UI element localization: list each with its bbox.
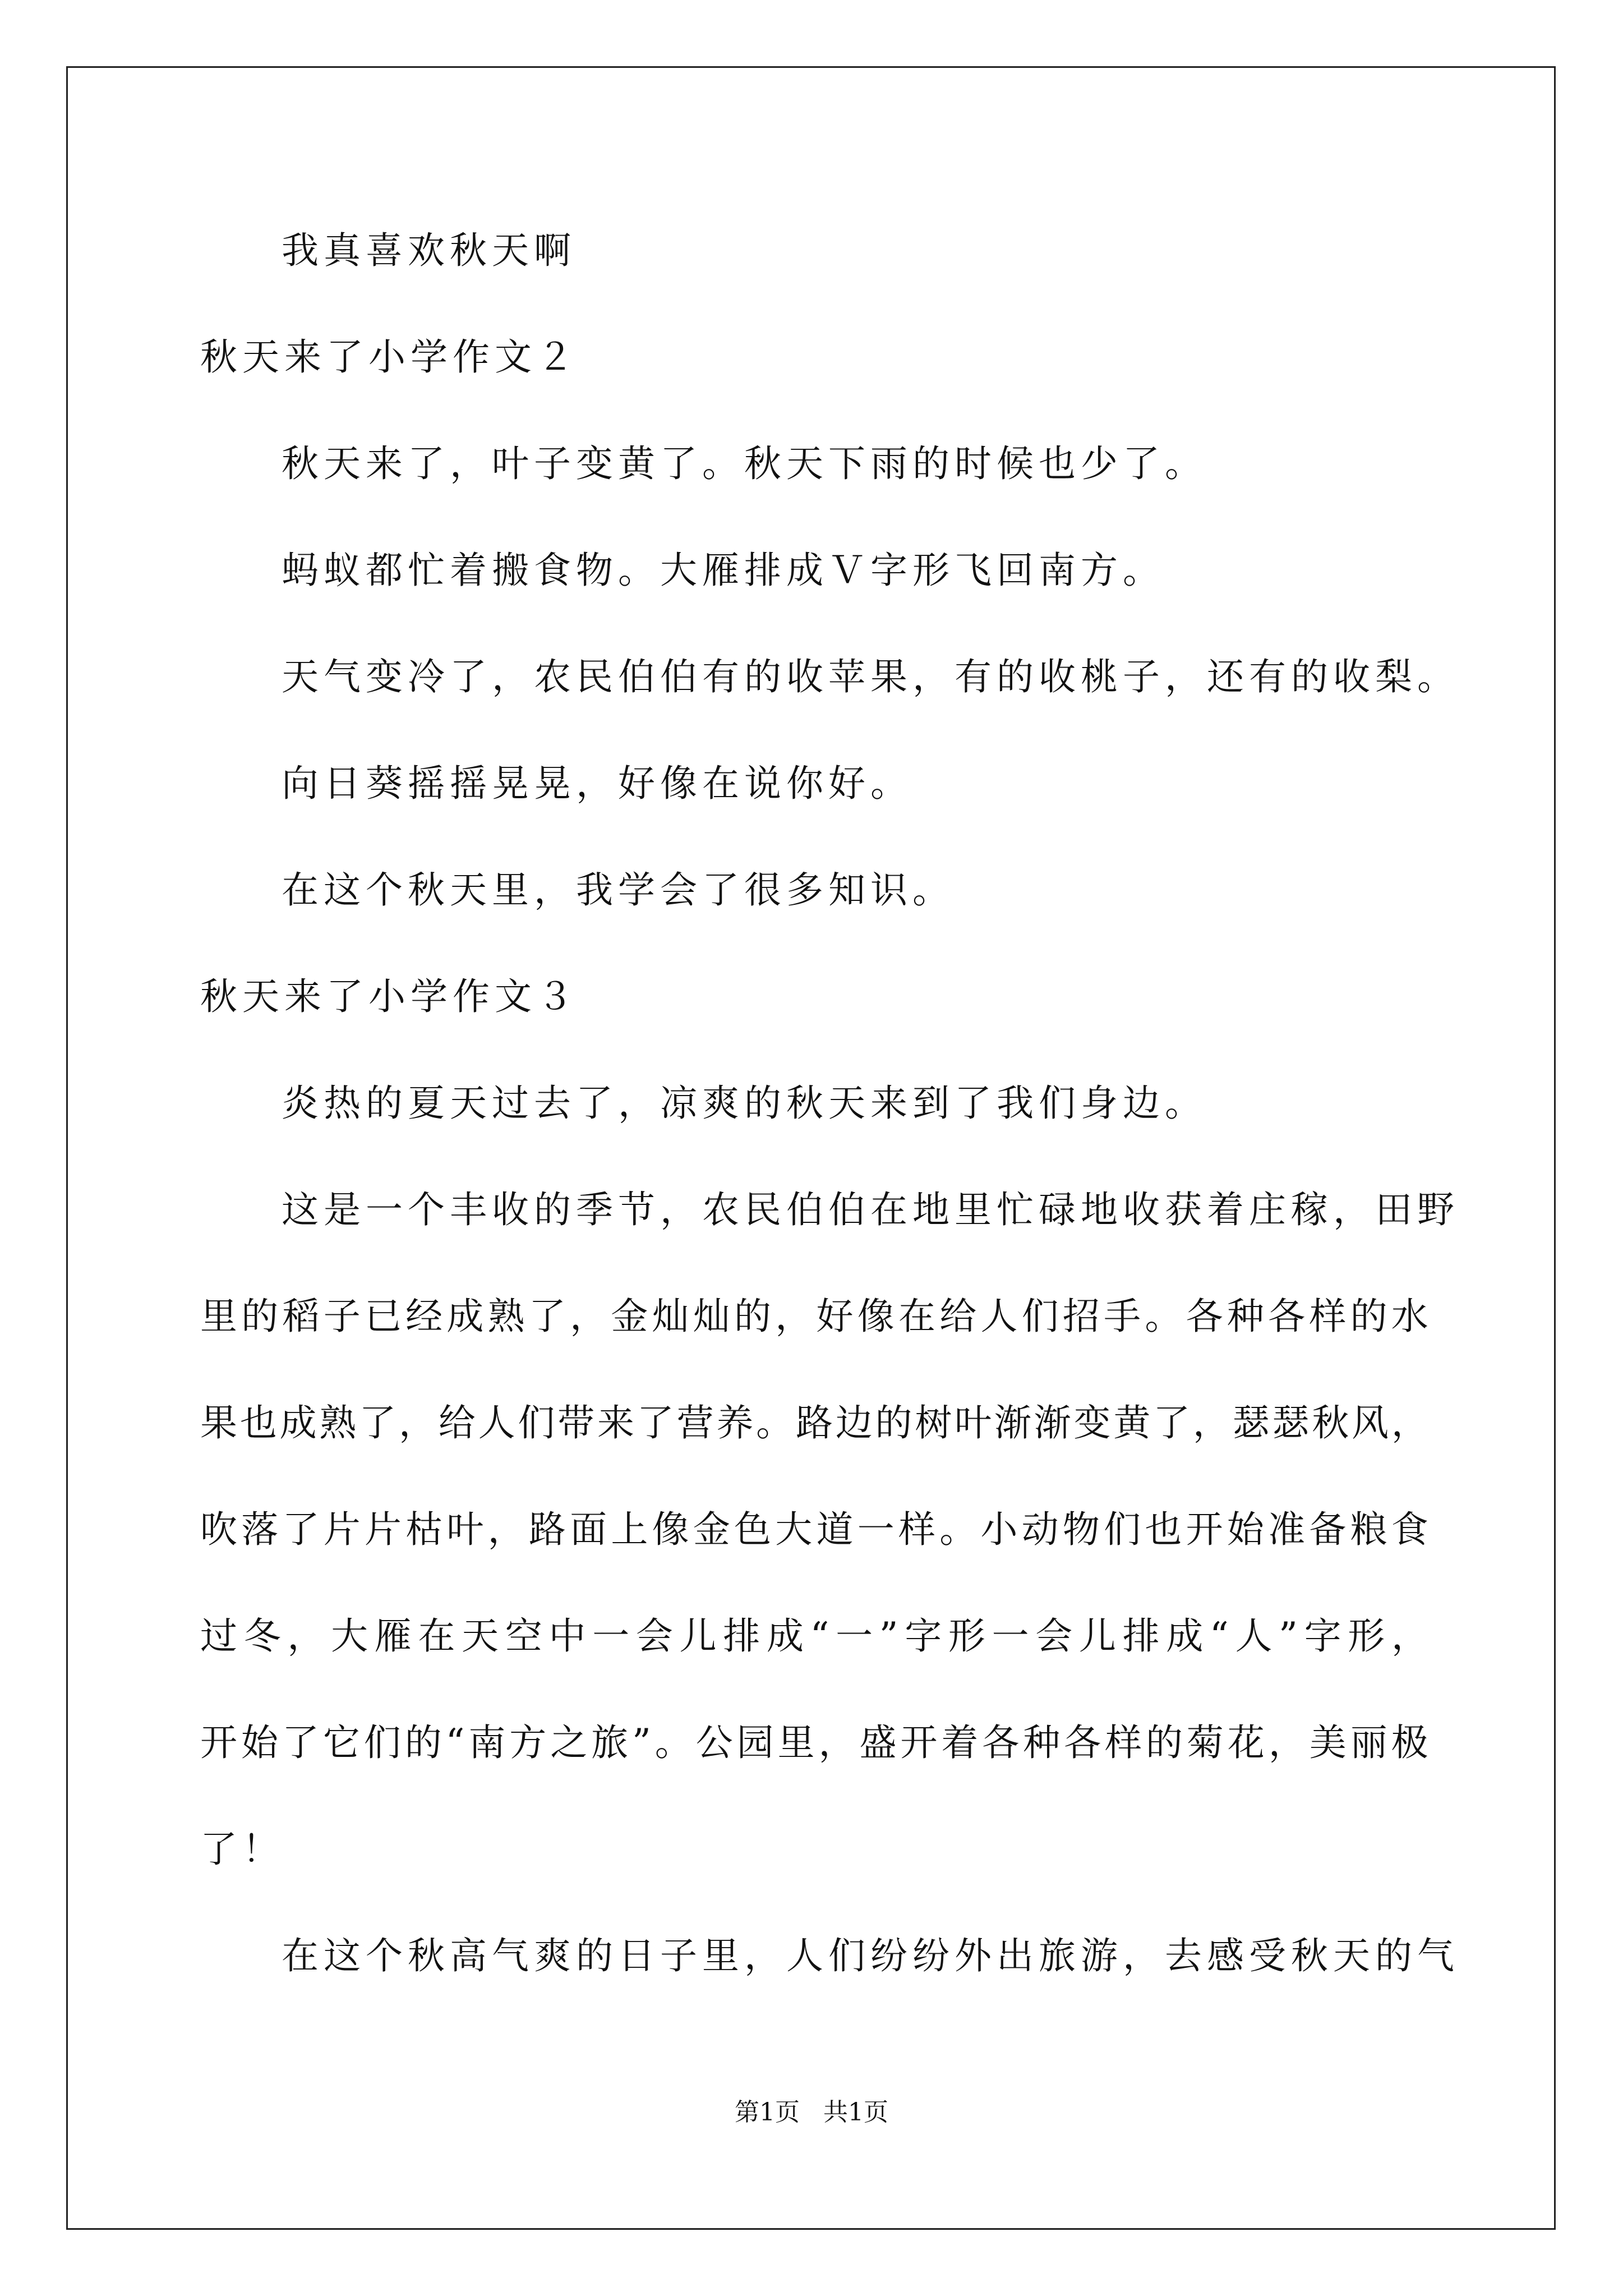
text-glyph: 一 — [592, 1614, 630, 1658]
text-glyph: 瑟 — [1232, 1401, 1270, 1444]
text-glyph: 了 — [637, 1401, 674, 1444]
text-glyph: 边 — [835, 1401, 873, 1444]
text-glyph: 之 — [550, 1721, 588, 1764]
text-glyph: 种 — [1023, 1721, 1061, 1764]
text-glyph: ， — [775, 1295, 813, 1338]
text-glyph: 像 — [857, 1295, 895, 1338]
text-glyph: ， — [1391, 1614, 1428, 1658]
text-glyph: 人 — [1235, 1614, 1272, 1658]
text-glyph: 物 — [1062, 1508, 1100, 1551]
text-glyph: 一 — [992, 1614, 1029, 1658]
text-glyph: 成 — [1166, 1614, 1204, 1658]
text-glyph: 道 — [816, 1508, 854, 1551]
text-glyph: 。 — [939, 1508, 977, 1551]
text-glyph: 公 — [695, 1721, 733, 1764]
text-glyph: 的 — [404, 1721, 442, 1764]
text-glyph: 手 — [1104, 1295, 1141, 1338]
section-heading: 秋天来了小学作文３ — [200, 975, 579, 1018]
text-glyph: 给 — [939, 1295, 977, 1338]
paragraph-line — [200, 1401, 1428, 1446]
text-glyph: 美 — [1309, 1721, 1347, 1764]
text-glyph: 了 — [282, 1508, 320, 1551]
page-footer: 第1页 共1页 — [735, 2098, 888, 2127]
text-glyph: 熟 — [319, 1401, 357, 1444]
text-glyph: 灿 — [693, 1295, 730, 1338]
text-glyph: 的 — [875, 1401, 912, 1444]
text-glyph: 的 — [1146, 1721, 1183, 1764]
text-glyph: 排 — [1122, 1614, 1160, 1658]
text-glyph: 色 — [734, 1508, 772, 1551]
text-glyph: 带 — [557, 1401, 595, 1444]
text-glyph: 叶 — [446, 1508, 484, 1551]
text-glyph: 南 — [468, 1721, 506, 1764]
text-glyph: 果 — [200, 1401, 237, 1444]
text-glyph: ， — [487, 1508, 525, 1551]
text-glyph: 。 — [756, 1401, 794, 1444]
section-heading: 秋天来了小学作文２ — [200, 335, 579, 379]
text-glyph: ， — [1391, 1401, 1428, 1444]
text-glyph: ” — [1279, 1614, 1298, 1658]
text-glyph: 也 — [1145, 1508, 1182, 1551]
text-glyph: 形 — [1348, 1614, 1385, 1658]
text-glyph: 着 — [941, 1721, 979, 1764]
text-glyph: 食 — [1391, 1508, 1428, 1551]
text-glyph: 来 — [597, 1401, 634, 1444]
text-glyph: 的 — [241, 1295, 279, 1338]
text-glyph: 儿 — [679, 1614, 717, 1658]
text-glyph: 样 — [1105, 1721, 1142, 1764]
text-glyph: 们 — [1021, 1295, 1059, 1338]
text-glyph: 空 — [505, 1614, 542, 1658]
paragraph-line — [200, 1720, 1428, 1765]
text-glyph: 方 — [509, 1721, 547, 1764]
paragraph-line — [200, 1507, 1428, 1552]
text-glyph: 路 — [795, 1401, 833, 1444]
text-glyph: 金 — [693, 1508, 730, 1551]
text-glyph: 的 — [734, 1295, 772, 1338]
text-glyph: ， — [1268, 1721, 1306, 1764]
text-glyph: 瑟 — [1272, 1401, 1310, 1444]
text-glyph: 已 — [364, 1295, 402, 1338]
paragraph-line: 炎热的夏天过去了，凉爽的秋天来到了我们身边。 — [282, 1082, 1207, 1125]
text-glyph: 盛 — [859, 1721, 897, 1764]
text-glyph: 各 — [1186, 1295, 1223, 1338]
text-glyph: 备 — [1309, 1508, 1347, 1551]
text-glyph: 字 — [905, 1614, 942, 1658]
text-glyph: 在 — [898, 1295, 935, 1338]
text-glyph: 。 — [654, 1721, 692, 1764]
text-glyph: 子 — [323, 1295, 361, 1338]
text-glyph: 大 — [331, 1614, 368, 1658]
text-glyph: 片 — [323, 1508, 361, 1551]
text-glyph: 养 — [716, 1401, 754, 1444]
text-glyph: 吹 — [200, 1508, 237, 1551]
text-glyph: ， — [818, 1721, 856, 1764]
text-glyph: 树 — [915, 1401, 952, 1444]
text-glyph: 人 — [478, 1401, 515, 1444]
text-glyph: 金 — [611, 1295, 648, 1338]
text-glyph: 。 — [1145, 1295, 1182, 1338]
text-glyph: 会 — [1035, 1614, 1073, 1658]
text-glyph: 丽 — [1350, 1721, 1387, 1764]
text-glyph: 准 — [1268, 1508, 1306, 1551]
text-glyph: ” — [632, 1721, 651, 1764]
text-glyph: 形 — [948, 1614, 985, 1658]
text-glyph: 风 — [1352, 1401, 1389, 1444]
text-glyph: 灿 — [652, 1295, 689, 1338]
text-glyph: 菊 — [1186, 1721, 1224, 1764]
text-glyph: 的 — [1350, 1295, 1387, 1338]
paragraph-line: 在这个秋天里，我学会了很多知识。 — [282, 868, 955, 912]
text-glyph: 营 — [676, 1401, 714, 1444]
text-glyph: 各 — [982, 1721, 1020, 1764]
text-glyph: 极 — [1391, 1721, 1428, 1764]
text-glyph: 儿 — [1078, 1614, 1116, 1658]
text-glyph: 秋 — [1312, 1401, 1349, 1444]
text-glyph: 成 — [279, 1401, 317, 1444]
text-glyph: 大 — [775, 1508, 813, 1551]
text-glyph: 粮 — [1350, 1508, 1387, 1551]
text-glyph: 雁 — [374, 1614, 412, 1658]
text-glyph: 中 — [548, 1614, 586, 1658]
text-glyph: 们 — [363, 1721, 401, 1764]
text-glyph: 样 — [898, 1508, 935, 1551]
text-glyph: ， — [398, 1401, 436, 1444]
text-glyph: 渐 — [1034, 1401, 1071, 1444]
text-glyph: 小 — [980, 1508, 1018, 1551]
text-glyph: ” — [879, 1614, 898, 1658]
text-glyph: 好 — [816, 1295, 854, 1338]
paragraph-line: 了！ — [200, 1828, 284, 1871]
text-glyph: 了 — [528, 1295, 566, 1338]
text-glyph: 花 — [1227, 1721, 1265, 1764]
text-glyph: 叶 — [955, 1401, 992, 1444]
text-glyph: 一 — [836, 1614, 873, 1658]
paragraph-line — [200, 1294, 1428, 1339]
text-glyph: ， — [570, 1295, 607, 1338]
text-glyph: 黄 — [1113, 1401, 1151, 1444]
text-glyph: 始 — [1227, 1508, 1264, 1551]
paragraph-line: 向日葵摇摇晃晃，好像在说你好。 — [282, 762, 912, 805]
text-glyph: “ — [445, 1721, 465, 1764]
text-glyph: 动 — [1021, 1508, 1059, 1551]
paragraph-line — [200, 1614, 1428, 1659]
page-border — [66, 66, 1556, 2230]
text-glyph: 人 — [980, 1295, 1018, 1338]
text-glyph: 像 — [652, 1508, 689, 1551]
text-glyph: 里 — [777, 1721, 815, 1764]
text-glyph: 上 — [611, 1508, 648, 1551]
text-glyph: 渐 — [994, 1401, 1031, 1444]
text-glyph: 开 — [900, 1721, 938, 1764]
paragraph-line: 我真喜欢秋天啊 — [282, 229, 576, 272]
text-glyph: 枯 — [405, 1508, 443, 1551]
text-glyph: 在 — [418, 1614, 455, 1658]
text-glyph: 里 — [200, 1295, 237, 1338]
text-glyph: 会 — [635, 1614, 673, 1658]
text-glyph: 始 — [241, 1721, 278, 1764]
text-glyph: 一 — [857, 1508, 895, 1551]
text-glyph: 字 — [1304, 1614, 1341, 1658]
text-glyph: ， — [287, 1614, 325, 1658]
text-glyph: 天 — [462, 1614, 499, 1658]
text-glyph: 各 — [1268, 1295, 1306, 1338]
text-glyph: “ — [810, 1614, 829, 1658]
text-glyph: 稻 — [282, 1295, 320, 1338]
paragraph-line: 天气变冷了，农民伯伯有的收苹果，有的收桃子，还有的收梨。 — [282, 655, 1459, 698]
text-glyph: 片 — [364, 1508, 402, 1551]
paragraph-line: 在这个秋高气爽的日子里，人们纷纷外出旅游，去感受秋天的气 — [282, 1934, 1459, 1977]
text-glyph: 也 — [239, 1401, 277, 1444]
text-glyph: 它 — [322, 1721, 360, 1764]
text-glyph: 排 — [723, 1614, 760, 1658]
text-glyph: 开 — [200, 1721, 237, 1764]
text-glyph: 种 — [1227, 1295, 1264, 1338]
text-glyph: 成 — [766, 1614, 804, 1658]
text-glyph: 面 — [570, 1508, 607, 1551]
paragraph-line: 秋天来了，叶子变黄了。秋天下雨的时候也少了。 — [282, 442, 1207, 485]
text-glyph: 旅 — [591, 1721, 629, 1764]
text-glyph: 招 — [1062, 1295, 1100, 1338]
paragraph-line: 这是一个丰收的季节，农民伯伯在地里忙碌地收获着庄稼，田野 — [282, 1188, 1459, 1231]
paragraph-line: 蚂蚁都忙着搬食物。大雁排成Ｖ字形飞回南方。 — [282, 549, 1165, 592]
text-glyph: 过 — [200, 1614, 237, 1658]
text-glyph: 路 — [528, 1508, 566, 1551]
text-glyph: 冬 — [243, 1614, 281, 1658]
text-glyph: 了 — [282, 1721, 319, 1764]
text-glyph: 熟 — [487, 1295, 525, 1338]
text-glyph: 水 — [1391, 1295, 1428, 1338]
text-glyph: 开 — [1186, 1508, 1223, 1551]
text-glyph: 给 — [438, 1401, 476, 1444]
text-glyph: 了 — [1153, 1401, 1191, 1444]
text-glyph: 经 — [405, 1295, 443, 1338]
text-glyph: 们 — [1104, 1508, 1141, 1551]
text-glyph: 变 — [1073, 1401, 1111, 1444]
text-glyph: 了 — [359, 1401, 396, 1444]
text-glyph: 各 — [1064, 1721, 1101, 1764]
text-glyph: “ — [1210, 1614, 1229, 1658]
text-glyph: 园 — [736, 1721, 774, 1764]
text-glyph: ， — [1192, 1401, 1230, 1444]
text-glyph: 样 — [1309, 1295, 1347, 1338]
text-glyph: 成 — [446, 1295, 484, 1338]
text-glyph: 们 — [518, 1401, 555, 1444]
text-glyph: 落 — [241, 1508, 279, 1551]
